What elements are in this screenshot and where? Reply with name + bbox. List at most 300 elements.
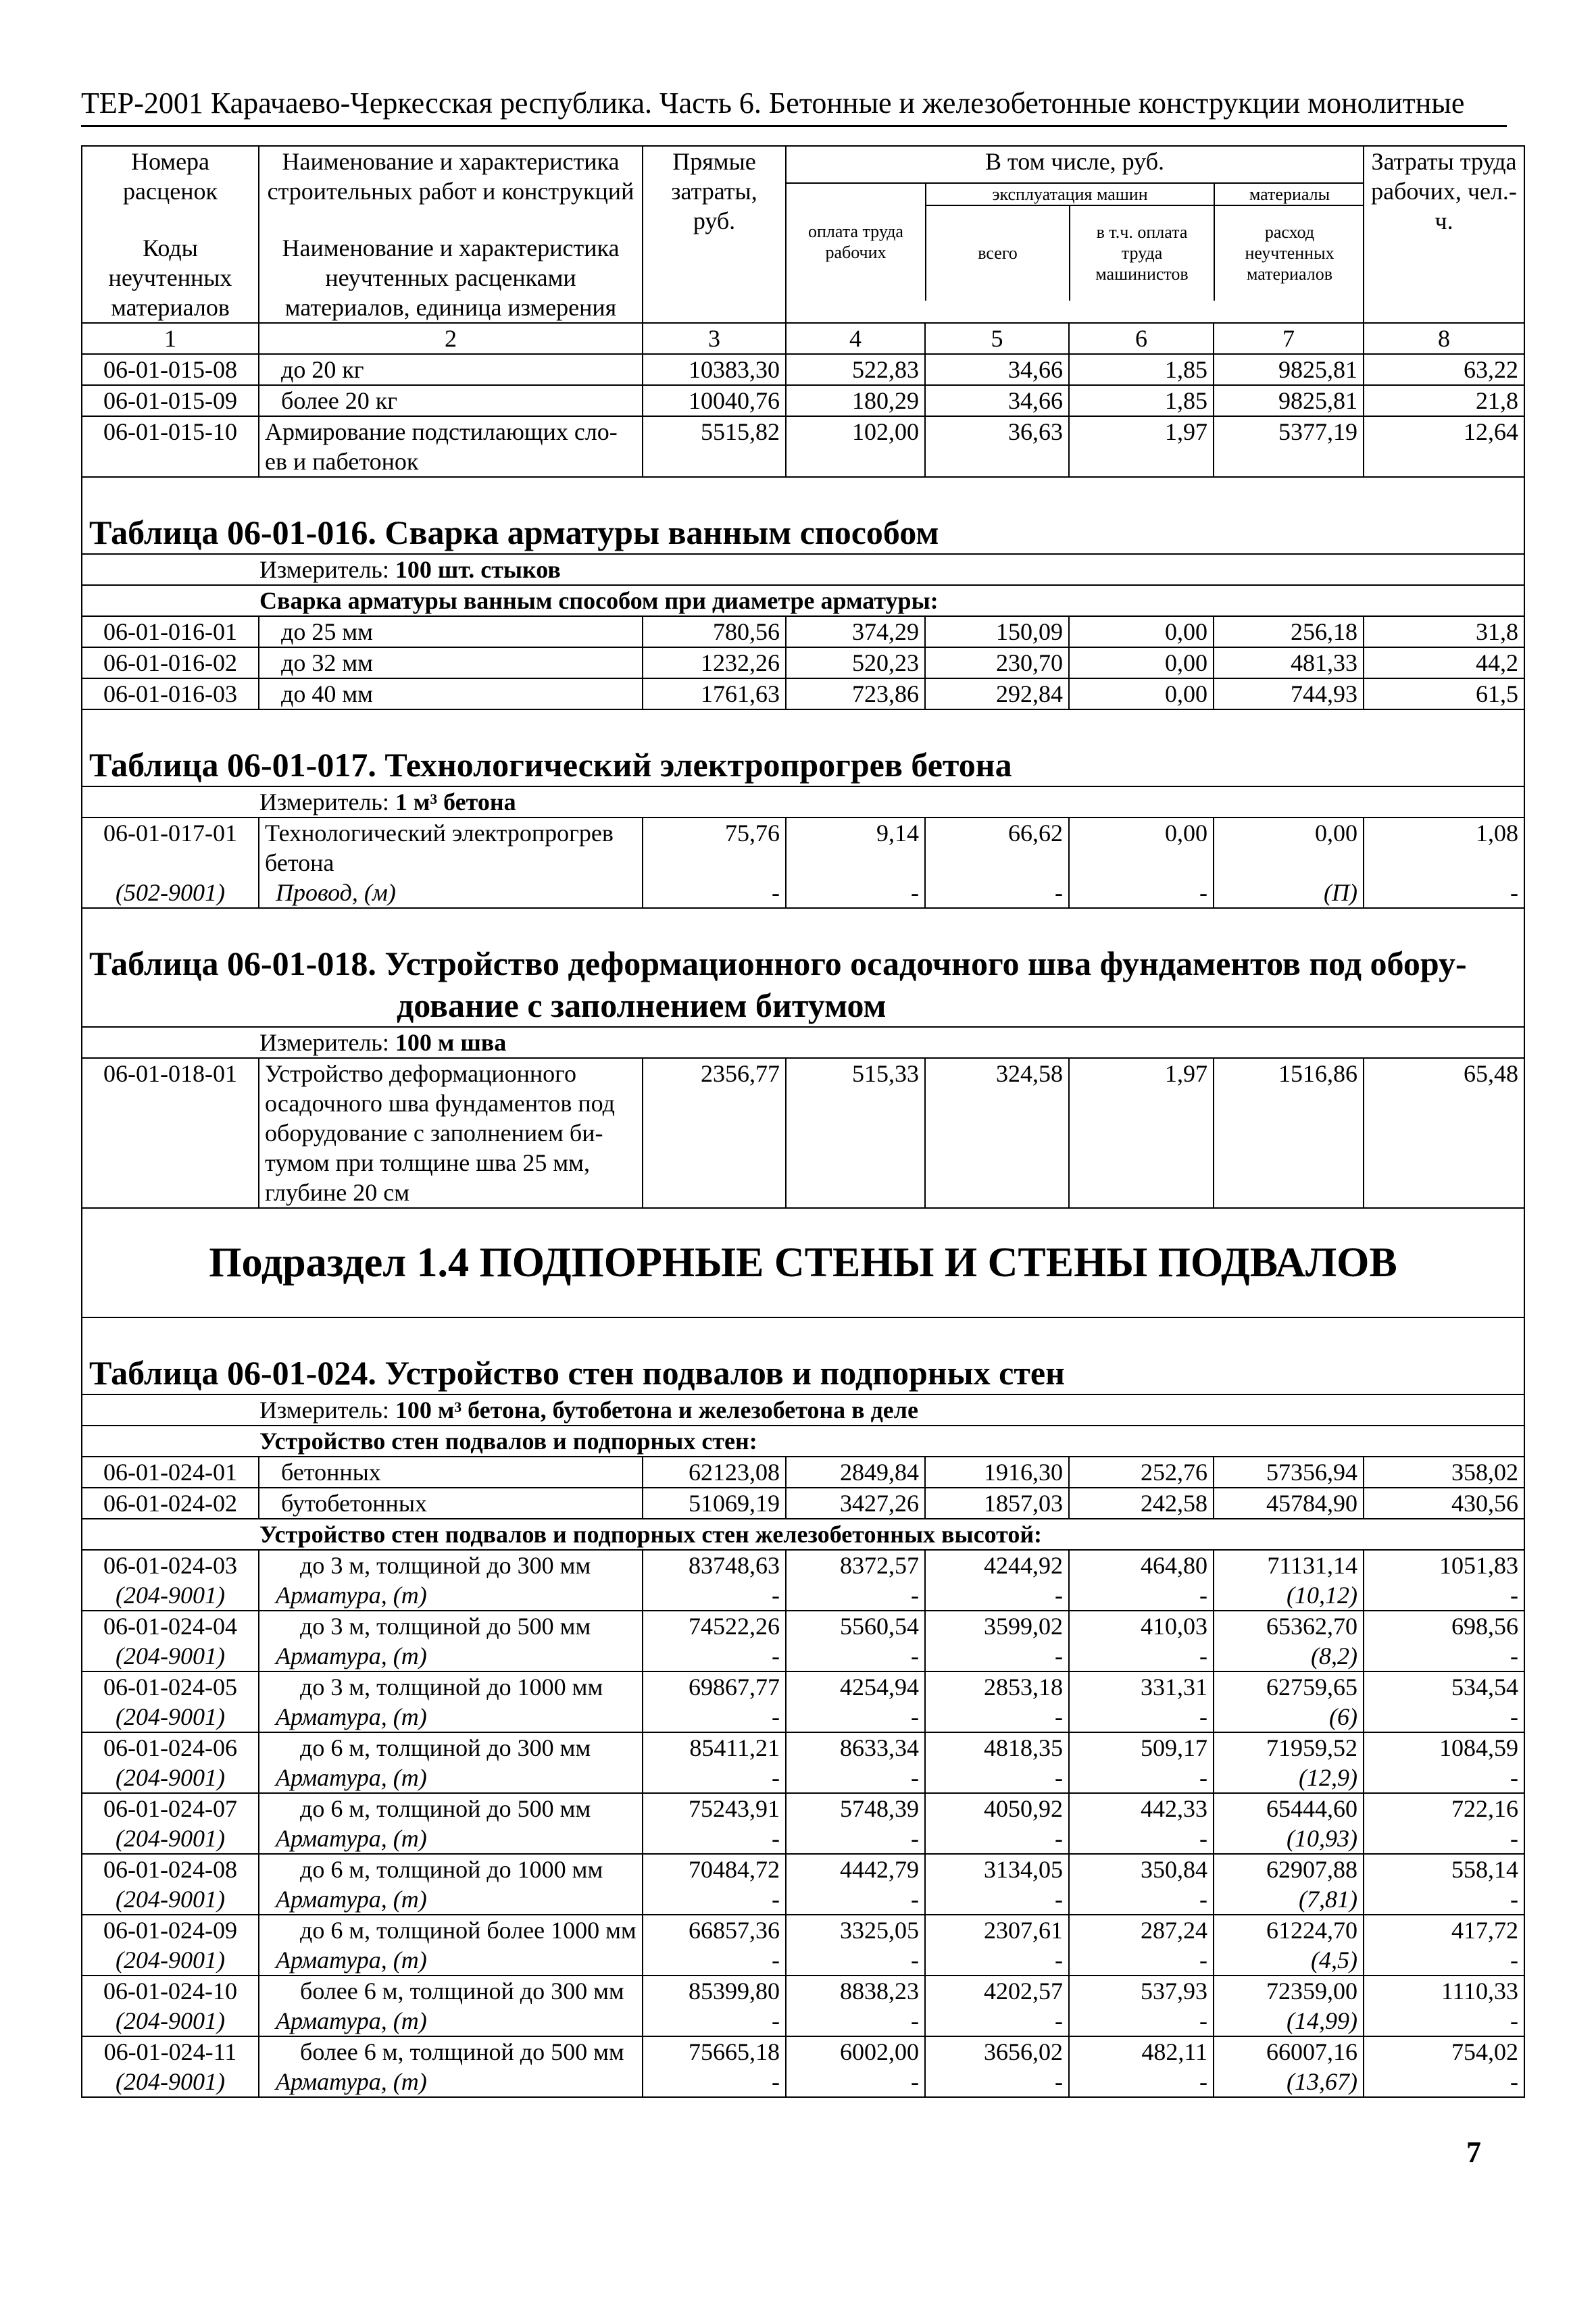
labor-pay: 723,86 [786,678,925,709]
labor-pay: - [786,2067,925,2097]
materials-cost: 9825,81 [1214,385,1364,416]
machinist-pay: - [1069,2006,1214,2036]
direct-cost: - [643,878,786,908]
table-title-018-row [82,908,1524,1027]
work-name: до 20 кг [259,354,643,385]
machines-total: 3656,02 [925,2036,1069,2067]
header-subtable [787,184,1364,301]
work-name: до 6 м, толщиной до 300 мм [259,1732,643,1763]
labor-hours: 1,08 [1364,818,1524,878]
direct-cost: 10383,30 [643,354,786,385]
machinist-pay: 0,00 [1069,678,1214,709]
labor-hours: 44,2 [1364,647,1524,678]
direct-cost: 62123,08 [643,1457,786,1488]
work-name: до 3 м, толщиной до 500 мм [259,1611,643,1641]
table-row [82,1058,1524,1208]
column-number: 5 [925,323,1069,354]
rates-table [81,145,1525,2098]
labor-hours: 558,14 [1364,1854,1524,1884]
machinist-pay: - [1069,878,1214,908]
table-row [82,1915,1524,1945]
column-number: 8 [1364,323,1524,354]
table-title-017 [82,709,1524,786]
direct-cost: - [643,2006,786,2036]
direct-cost: 51069,19 [643,1488,786,1519]
materials-consumption: (12,9) [1214,1763,1364,1793]
materials-cost: 57356,94 [1214,1457,1364,1488]
table-title-018 [82,908,1524,1027]
rate-code: 06-01-024-02 [82,1488,259,1519]
table-row [82,1550,1524,1580]
materials-cost: 72359,00 [1214,1976,1364,2006]
direct-cost: - [643,2067,786,2097]
machines-total: - [925,1823,1069,1854]
header-row [82,146,1524,183]
machinist-pay: - [1069,1945,1214,1976]
labor-pay: 4442,79 [786,1854,925,1884]
header-machines-total: всего [926,205,1070,301]
material-name: Арматура, (т) [259,1580,643,1611]
rate-code: 06-01-015-10 [82,416,259,477]
material-name: Арматура, (т) [259,1702,643,1732]
rate-code: 06-01-015-09 [82,385,259,416]
machines-total: - [925,1702,1069,1732]
labor-hours: 31,8 [1364,616,1524,647]
measure-018 [82,1027,1524,1058]
measure-label: Измеритель: [259,1029,389,1056]
direct-cost: 70484,72 [643,1854,786,1884]
machines-total: 3599,02 [925,1611,1069,1641]
machines-total: 1857,03 [925,1488,1069,1519]
labor-hours: 12,64 [1364,416,1524,477]
page-number: 7 [1466,2136,1481,2169]
materials-consumption: (10,12) [1214,1580,1364,1611]
measure-unit: 1 м³ бетона [395,788,516,815]
measure-024 [82,1394,1524,1426]
labor-hours: 63,22 [1364,354,1524,385]
group-024-1-row [82,1426,1524,1457]
header-codes [82,146,259,323]
materials-cost: 481,33 [1214,647,1364,678]
labor-hours: 698,56 [1364,1611,1524,1641]
work-name: Армирование подстилающих сло-ев и пабетонок [259,416,643,477]
labor-hours: 358,02 [1364,1457,1524,1488]
rate-code: 06-01-024-05 [82,1671,259,1702]
rate-code: 06-01-018-01 [82,1058,259,1208]
materials-cost: 71131,14 [1214,1550,1364,1580]
machinist-pay: 1,97 [1069,416,1214,477]
labor-hours: 1110,33 [1364,1976,1524,2006]
material-name: Провод, (м) [259,878,643,908]
direct-cost: 69867,77 [643,1671,786,1702]
column-number: 4 [786,323,925,354]
measure-016 [82,554,1524,585]
materials-consumption: (10,93) [1214,1823,1364,1854]
materials-cost: 744,93 [1214,678,1364,709]
machinist-pay: 0,00 [1069,616,1214,647]
machines-total: - [925,878,1069,908]
material-code: (204-9001) [82,1945,259,1976]
machines-total: 1916,30 [925,1457,1069,1488]
machinist-pay: - [1069,1823,1214,1854]
material-row [82,1641,1524,1671]
labor-hours: - [1364,1641,1524,1671]
material-code: (204-9001) [82,1702,259,1732]
header-labor-costs: Затраты труда рабочих, чел.-ч. [1364,146,1524,323]
machinist-pay: 242,58 [1069,1488,1214,1519]
work-name: Устройство деформационного осадочного шва фундаментов под оборудование с заполнением би-тумом при толщине шва 25 мм, глубине 20 см [259,1058,643,1208]
materials-consumption: (П) [1214,878,1364,908]
machines-total: 4050,92 [925,1793,1069,1823]
machinist-pay: 0,00 [1069,818,1214,878]
column-number: 1 [82,323,259,354]
material-row [82,2067,1524,2097]
machines-total: 2307,61 [925,1915,1069,1945]
rate-code: 06-01-016-03 [82,678,259,709]
table-title: Таблица 06-01-017. Технологический электропрогрев бетона [89,746,1012,784]
machines-total: - [925,2067,1069,2097]
machines-total: 3134,05 [925,1854,1069,1884]
labor-pay: 522,83 [786,354,925,385]
materials-consumption: (14,99) [1214,2006,1364,2036]
work-name: до 3 м, толщиной до 300 мм [259,1550,643,1580]
labor-hours: - [1364,1823,1524,1854]
measure-016-row [82,554,1524,585]
material-code: (204-9001) [82,1580,259,1611]
table-row [82,647,1524,678]
column-number: 6 [1069,323,1214,354]
work-name: до 6 м, толщиной до 1000 мм [259,1854,643,1884]
machines-total: - [925,1580,1069,1611]
labor-pay: 102,00 [786,416,925,477]
measure-label: Измеритель: [259,556,389,583]
labor-pay: 515,33 [786,1058,925,1208]
measure-018-row [82,1027,1524,1058]
material-row [82,878,1524,908]
direct-cost: - [643,1702,786,1732]
group-024-2 [82,1519,1524,1550]
material-code: (204-9001) [82,1884,259,1915]
materials-cost: 1516,86 [1214,1058,1364,1208]
direct-cost: 75,76 [643,818,786,878]
labor-pay: - [786,1823,925,1854]
rate-code: 06-01-024-04 [82,1611,259,1641]
materials-cost: 0,00 [1214,818,1364,878]
rate-code: 06-01-016-02 [82,647,259,678]
material-code: (204-9001) [82,1823,259,1854]
material-row [82,1580,1524,1611]
rate-code: 06-01-024-09 [82,1915,259,1945]
table-title-016-row [82,477,1524,554]
table-title-017-row [82,709,1524,786]
table-title: Таблица 06-01-024. Устройство стен подвалов и подпорных стен [89,1354,1065,1392]
labor-pay: 2849,84 [786,1457,925,1488]
measure-017-row [82,786,1524,818]
group-heading: Устройство стен подвалов и подпорных стен: [259,1428,757,1455]
measure-unit: 100 шт. стыков [395,556,561,583]
measure-label: Измеритель: [259,788,389,815]
material-name: Арматура, (т) [259,1884,643,1915]
materials-cost: 256,18 [1214,616,1364,647]
materials-cost: 65444,60 [1214,1793,1364,1823]
material-code: (502-9001) [82,878,259,908]
labor-pay: 9,14 [786,818,925,878]
machinist-pay: 509,17 [1069,1732,1214,1763]
materials-consumption: (8,2) [1214,1641,1364,1671]
machines-total: - [925,1945,1069,1976]
machines-total: - [925,1884,1069,1915]
labor-hours: - [1364,2006,1524,2036]
machinist-pay: 1,85 [1069,354,1214,385]
machines-total: 150,09 [925,616,1069,647]
header-names [259,146,643,323]
machinist-pay: - [1069,1702,1214,1732]
rate-code: 06-01-024-07 [82,1793,259,1823]
measure-unit: 100 м³ бетона, бутобетона и железобетона в деле [395,1397,918,1424]
machinist-pay: 331,31 [1069,1671,1214,1702]
subsection-row [82,1208,1524,1317]
table-row [82,1488,1524,1519]
labor-pay: 5748,39 [786,1793,925,1823]
rate-code: 06-01-015-08 [82,354,259,385]
group-016-row [82,585,1524,616]
header-machines: эксплуатация машин [926,184,1214,205]
group-heading: Устройство стен подвалов и подпорных стен железобетонных высотой: [259,1521,1043,1548]
work-name: бутобетонных [259,1488,643,1519]
labor-hours: 534,54 [1364,1671,1524,1702]
work-name: до 6 м, толщиной до 500 мм [259,1793,643,1823]
machinist-pay: - [1069,1641,1214,1671]
work-name: более 6 м, толщиной до 500 мм [259,2036,643,2067]
measure-unit: 100 м шва [395,1029,507,1056]
direct-cost: 75243,91 [643,1793,786,1823]
labor-pay: - [786,878,925,908]
table-title-continued: дование с заполнением битумом [397,986,887,1024]
machinist-pay: 482,11 [1069,2036,1214,2067]
column-number: 3 [643,323,786,354]
labor-pay: 8372,57 [786,1550,925,1580]
table-title-024 [82,1317,1524,1394]
direct-cost: 66857,36 [643,1915,786,1945]
labor-hours: 21,8 [1364,385,1524,416]
labor-hours: - [1364,1702,1524,1732]
direct-cost: - [643,1641,786,1671]
materials-consumption: (6) [1214,1702,1364,1732]
labor-hours: 1084,59 [1364,1732,1524,1763]
group-024-2-row [82,1519,1524,1550]
labor-hours: - [1364,1580,1524,1611]
work-name: бетонных [259,1457,643,1488]
direct-cost: 85411,21 [643,1732,786,1763]
material-code: (204-9001) [82,2006,259,2036]
direct-cost: - [643,1763,786,1793]
labor-pay: - [786,2006,925,2036]
table-row [82,354,1524,385]
labor-pay: 3325,05 [786,1915,925,1945]
table-row [82,1854,1524,1884]
direct-cost: 74522,26 [643,1611,786,1641]
group-024-1 [82,1426,1524,1457]
material-row [82,2006,1524,2036]
labor-hours: - [1364,878,1524,908]
labor-hours: 722,16 [1364,1793,1524,1823]
table-title: Таблица 06-01-016. Сварка арматуры ванным способом [89,513,939,551]
machinist-pay: 350,84 [1069,1854,1214,1884]
work-name: до 6 м, толщиной более 1000 мм [259,1915,643,1945]
rate-code: 06-01-024-03 [82,1550,259,1580]
direct-cost: 1232,26 [643,647,786,678]
machines-total: 36,63 [925,416,1069,477]
header-subcols [786,183,1364,323]
labor-pay: 180,29 [786,385,925,416]
labor-hours: 61,5 [1364,678,1524,709]
labor-pay: - [786,1580,925,1611]
labor-pay: - [786,1945,925,1976]
materials-consumption: (13,67) [1214,2067,1364,2097]
material-name: Арматура, (т) [259,1945,643,1976]
header-materials: материалы [1214,184,1364,205]
machines-total: 66,62 [925,818,1069,878]
header-material-name: Наименование и характеристика неучтенных расценками материалов, единица измерения [282,234,620,321]
machines-total: 4244,92 [925,1550,1069,1580]
table-row [82,818,1524,878]
direct-cost: - [643,1580,786,1611]
header-work-name: Наименование и характеристика строительных работ и конструкций [267,148,634,205]
materials-cost: 62759,65 [1214,1671,1364,1702]
machinist-pay: 252,76 [1069,1457,1214,1488]
labor-pay: - [786,1763,925,1793]
labor-hours: 417,72 [1364,1915,1524,1945]
labor-hours: - [1364,2067,1524,2097]
machines-total: 324,58 [925,1058,1069,1208]
machinist-pay: 464,80 [1069,1550,1214,1580]
table-row [82,416,1524,477]
machinist-pay: 1,85 [1069,385,1214,416]
work-name: более 6 м, толщиной до 300 мм [259,1976,643,2006]
rate-code: 06-01-024-01 [82,1457,259,1488]
machines-total: - [925,1641,1069,1671]
material-name: Арматура, (т) [259,1641,643,1671]
materials-cost: 65362,70 [1214,1611,1364,1641]
measure-label: Измеритель: [259,1397,389,1424]
materials-cost: 66007,16 [1214,2036,1364,2067]
header-material-codes: Коды неучтенных материалов [108,234,232,321]
material-row [82,1884,1524,1915]
rate-code: 06-01-024-08 [82,1854,259,1884]
table-title: Таблица 06-01-018. Устройство деформационного осадочного шва фундаментов под обору- [89,945,1467,982]
labor-hours: - [1364,1945,1524,1976]
work-name: до 3 м, толщиной до 1000 мм [259,1671,643,1702]
table-row [82,1671,1524,1702]
work-name: Технологический электропрогрев бетона [259,818,643,878]
subsection-title: Подраздел 1.4 ПОДПОРНЫЕ СТЕНЫ И СТЕНЫ ПОДВАЛОВ [209,1240,1397,1286]
material-name: Арматура, (т) [259,2067,643,2097]
rate-code: 06-01-024-11 [82,2036,259,2067]
direct-cost: 780,56 [643,616,786,647]
rate-code: 06-01-024-06 [82,1732,259,1763]
direct-cost: - [643,1945,786,1976]
machinist-pay: - [1069,2067,1214,2097]
labor-hours: 430,56 [1364,1488,1524,1519]
column-number: 2 [259,323,643,354]
material-name: Арматура, (т) [259,1823,643,1854]
material-row [82,1702,1524,1732]
labor-hours: 65,48 [1364,1058,1524,1208]
table-row [82,1457,1524,1488]
direct-cost: 83748,63 [643,1550,786,1580]
machinist-pay: 1,97 [1069,1058,1214,1208]
header-materials-consumption: расход неучтенных материалов [1245,222,1335,284]
labor-pay: - [786,1884,925,1915]
machinist-pay: 287,24 [1069,1915,1214,1945]
materials-cost: 45784,90 [1214,1488,1364,1519]
labor-pay: 3427,26 [786,1488,925,1519]
direct-cost: 5515,82 [643,416,786,477]
labor-hours: - [1364,1763,1524,1793]
rate-code: 06-01-017-01 [82,818,259,878]
table-row [82,1793,1524,1823]
work-name: до 40 мм [259,678,643,709]
labor-pay: 8838,23 [786,1976,925,2006]
labor-hours: - [1364,1884,1524,1915]
table-row [82,1611,1524,1641]
machinist-pay: - [1069,1580,1214,1611]
work-name: до 32 мм [259,647,643,678]
header-including: В том числе, руб. [786,146,1364,183]
work-name: более 20 кг [259,385,643,416]
labor-hours: 754,02 [1364,2036,1524,2067]
machinist-pay: 0,00 [1069,647,1214,678]
material-row [82,1945,1524,1976]
machines-total: 230,70 [925,647,1069,678]
machinist-pay: - [1069,1763,1214,1793]
labor-pay: 8633,34 [786,1732,925,1763]
machines-total: 4202,57 [925,1976,1069,2006]
table-title-016 [82,477,1524,554]
material-name: Арматура, (т) [259,1763,643,1793]
materials-consumption: (7,81) [1214,1884,1364,1915]
materials-cost: 71959,52 [1214,1732,1364,1763]
direct-cost: 2356,77 [643,1058,786,1208]
machines-total: - [925,1763,1069,1793]
material-code: (204-9001) [82,2067,259,2097]
direct-cost: 1761,63 [643,678,786,709]
table-row [82,1732,1524,1763]
machines-total: 34,66 [925,354,1069,385]
materials-cost: 5377,19 [1214,416,1364,477]
labor-pay: - [786,1702,925,1732]
material-name: Арматура, (т) [259,2006,643,2036]
labor-pay: 5560,54 [786,1611,925,1641]
subsection [82,1208,1524,1317]
direct-cost: 85399,80 [643,1976,786,2006]
material-row [82,1823,1524,1854]
header-labor-pay: оплата труда рабочих [787,184,926,301]
materials-cost: 61224,70 [1214,1915,1364,1945]
machines-total: 4818,35 [925,1732,1069,1763]
machinist-pay: 537,93 [1069,1976,1214,2006]
materials-cost: 62907,88 [1214,1854,1364,1884]
machinist-pay: 442,33 [1069,1793,1214,1823]
measure-017 [82,786,1524,818]
rate-code: 06-01-016-01 [82,616,259,647]
table-row [82,1976,1524,2006]
header-machinist-pay: в т.ч. оплата труда машинистов [1070,205,1214,301]
labor-hours: 1051,83 [1364,1550,1524,1580]
material-code: (204-9001) [82,1763,259,1793]
column-numbers-row [82,323,1524,354]
material-row [82,1763,1524,1793]
